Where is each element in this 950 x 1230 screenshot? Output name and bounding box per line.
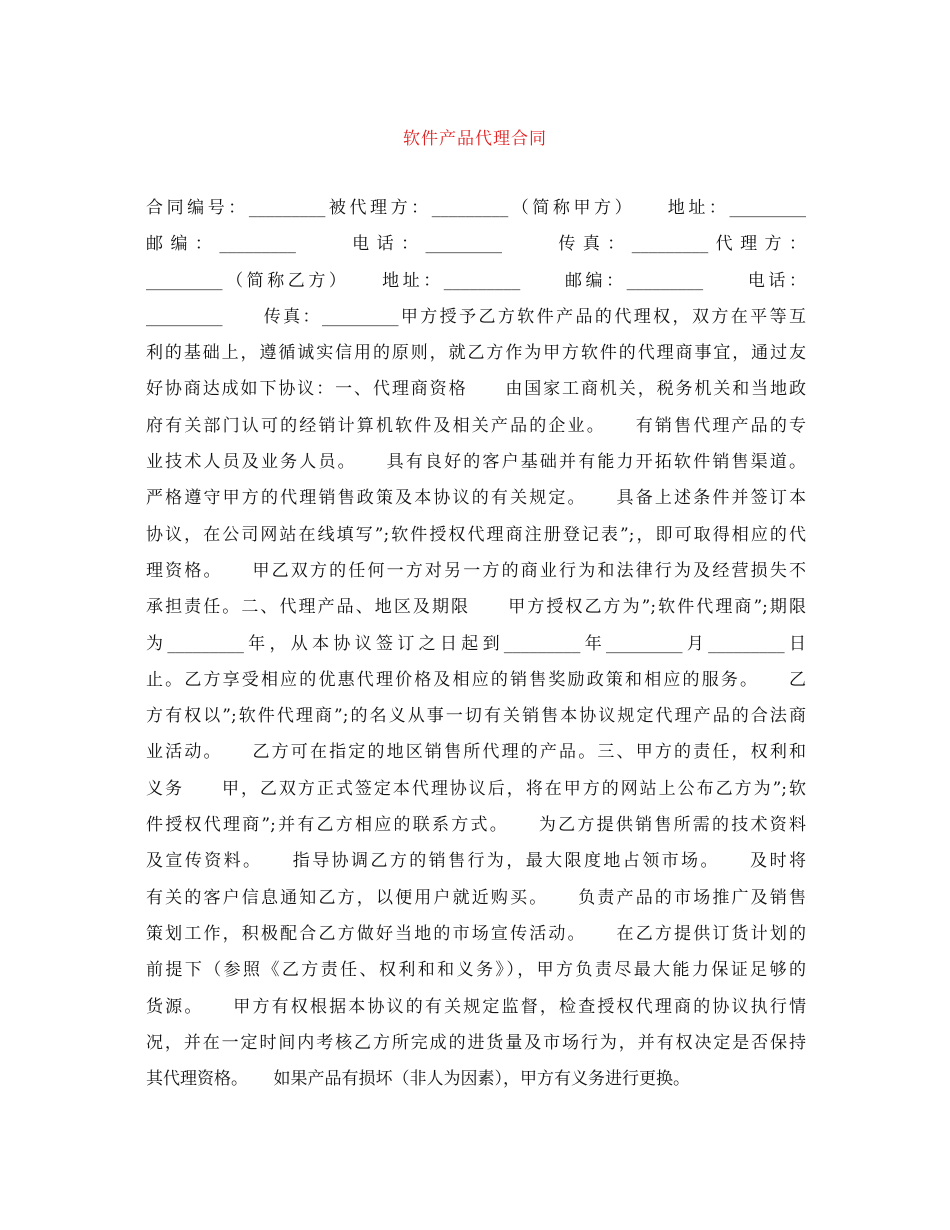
text-line: 义务 甲，乙双方正式签定本代理协议后，将在甲方的网站上公布乙方为”;软 — [146, 778, 806, 799]
text-line: 件授权代理商”;并有乙方相应的联系方式。 为乙方提供销售所需的技术资料 — [146, 815, 806, 836]
text-line: 好协商达成如下协议：一、代理商资格 由国家工商机关，税务机关和当地政 — [146, 379, 806, 400]
text-line: 业技术人员及业务人员。 具有良好的客户基础并有能力开拓软件销售渠道。 — [146, 452, 806, 473]
text-line: 业活动。 乙方可在指定的地区销售所代理的产品。三、甲方的责任，权利和 — [146, 742, 806, 763]
text-line: 利的基础上，遵循诚实信用的原则，就乙方作为甲方软件的代理商事宜，通过友 — [146, 343, 806, 364]
text-line: 邮编：_________ 电话：_________ 传真：_________代理方： — [146, 234, 806, 255]
text-line: 有关的客户信息通知乙方，以便用户就近购买。 负责产品的市场推广及销售 — [146, 887, 806, 908]
document-title: 软件产品代理合同 — [403, 129, 547, 149]
text-line: 协议，在公司网站在线填写”;软件授权代理商注册登记表”;，即可取得相应的代 — [146, 524, 806, 545]
document-body — [146, 190, 806, 1097]
text-line: 货源。 甲方有权根据本协议的有关规定监督，检查授权代理商的协议执行情 — [146, 996, 806, 1017]
text-line: 及宣传资料。 指导协调乙方的销售行为，最大限度地占领市场。 及时将 — [146, 851, 806, 872]
text-line: 严格遵守甲方的代理销售政策及本协议的有关规定。 具备上述条件并签订本 — [146, 488, 806, 509]
text-line: 府有关部门认可的经销计算机软件及相关产品的企业。 有销售代理产品的专 — [146, 415, 806, 436]
text-line: 承担责任。二、代理产品、地区及期限 甲方授权乙方为”;软件代理商”;期限 — [146, 597, 806, 618]
text-line: _________（简称乙方） 地址：_________ 邮编：_________ 电话： — [146, 270, 806, 291]
text-line: 前提下（参照《乙方责任、权利和和义务》），甲方负责尽最大能力保证足够的 — [146, 960, 806, 981]
text-line: _________ 传真：_________甲方授予乙方软件产品的代理权，双方在平等互 — [146, 306, 806, 327]
text-line: 合同编号：_________被代理方：_________（简称甲方） 地址：_________ — [146, 198, 806, 218]
text-line: 为_________年，从本协议签订之日起到_________年_________月_________日 — [146, 633, 806, 654]
text-line: 止。乙方享受相应的优惠代理价格及相应的销售奖励政策和相应的服务。 乙 — [146, 669, 806, 690]
text-line: 理资格。 甲乙双方的任何一方对另一方的商业行为和法律行为及经营损失不 — [146, 560, 806, 581]
text-line: 其代理资格。 如果产品有损坏（非人为因素），甲方有义务进行更换。 — [146, 1069, 690, 1090]
text-line: 策划工作，积极配合乙方做好当地的市场宣传活动。 在乙方提供订货计划的 — [146, 923, 806, 944]
text-line: 况，并在一定时间内考核乙方所完成的进货量及市场行为，并有权决定是否保持 — [146, 1032, 806, 1053]
text-line: 方有权以”;软件代理商”;的名义从事一切有关销售本协议规定代理产品的合法商 — [146, 706, 806, 727]
